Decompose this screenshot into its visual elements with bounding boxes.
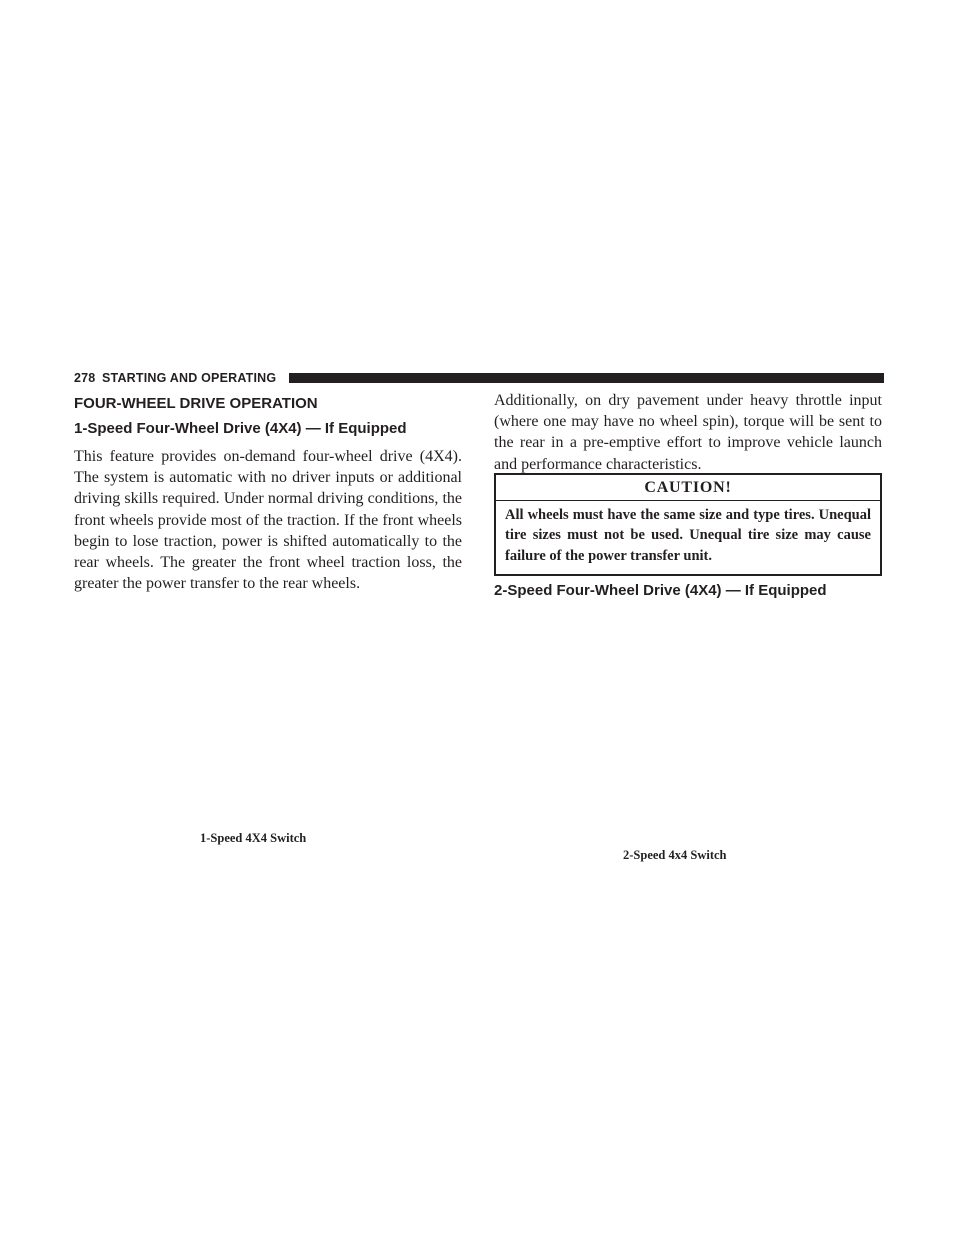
caution-text: All wheels must have the same size and type tires. Unequal tire sizes must not be used. Unequal tire size may cause failure of the power transfer unit. — [505, 507, 871, 564]
paragraph-1-speed: This feature provides on-demand four-wheel drive (4X4). The system is automatic with no driver inputs or additional driving skills required. Under normal driving conditions, the front wheels provide most of the traction. If the front wheels begin to lose traction, power is shifted automatically to the rear wheels. The greater the front wheel traction loss, the greater the power transfer to the rear wheels. — [74, 448, 462, 593]
page-header — [74, 371, 884, 385]
caution-box — [494, 473, 882, 576]
caution-title: CAUTION! — [496, 475, 880, 501]
header-rule — [289, 373, 884, 383]
subheading-2-speed: 2-Speed Four-Wheel Drive (4X4) — If Equipped — [494, 582, 827, 599]
subheading-1-speed: 1-Speed Four-Wheel Drive (4X4) — If Equipped — [74, 420, 407, 437]
section-heading: FOUR-WHEEL DRIVE OPERATION — [74, 395, 318, 412]
right-column — [494, 390, 882, 475]
paragraph-additionally: Additionally, on dry pavement under heavy throttle input (where one may have no wheel spin), torque will be sent to the rear in a pre-emptive effort to improve vehicle launch and performance characteristics. — [494, 392, 882, 473]
page-number: 278 — [74, 371, 96, 385]
left-column — [74, 395, 462, 594]
caption-2-speed-switch: 2-Speed 4x4 Switch — [623, 848, 727, 862]
figure-2-speed-switch — [494, 605, 882, 840]
section-title: STARTING AND OPERATING — [102, 371, 277, 385]
caption-1-speed-switch: 1-Speed 4X4 Switch — [200, 831, 307, 845]
figure-1-speed-switch — [74, 605, 462, 825]
subheading-2-speed-wrap — [494, 582, 884, 600]
